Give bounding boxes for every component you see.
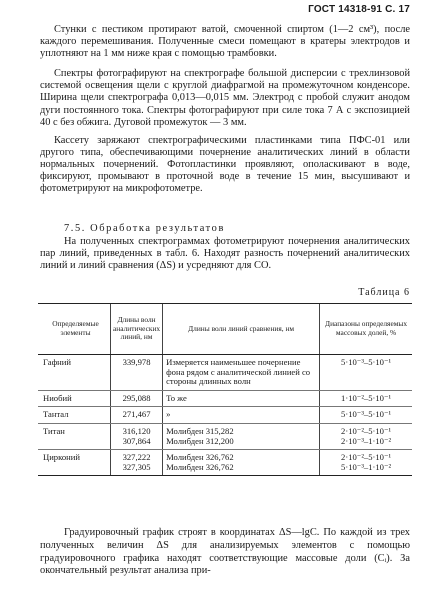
cell-element: Ниобий [38, 390, 111, 407]
cell-comparison [163, 450, 320, 476]
footer-paragraph [40, 527, 410, 578]
footer-text: Градуировочный график строят в координатах ΔS—lgC. По каждой из трех полученных величин ΔS для анализируемых элементов с помощью градуировочного графика находят соответствующие массовые доли (Cᵢ). За окончательный результат анализа при- [40, 527, 410, 577]
cell-element: Цирконий [38, 450, 111, 476]
intro-paragraphs [40, 24, 410, 195]
cell-range: 5·10⁻³–5·10⁻¹ [320, 355, 412, 391]
table-row [38, 450, 412, 476]
paragraph-2: Спектры фотографируют на спектрографе большой дисперсии с трехлинзовой системой освещения щели с круглой диафрагмой на промежуточном конденсоре. Ширина щели спектрографа 0,013—0,015 мм. Электрод с пробой служит анодом дуги постоянного тока. Спектры фотографируют при силе тока 7 А с экспозицией 40 с без обжига. Дуговой промежуток — 3 мм. [40, 68, 410, 128]
paragraph-3: Кассету заряжают спектрографическими пластинками типа ПФС-01 или другого типа, обеспечивающими почернение аналитических линий в области нормальных почернений. Фотопластинки проявляют, ополаскивают в воде, фиксируют, промывают в проточной воде в течение 15 мин, высушивают и фотометрируют на микрофотометре. [40, 134, 410, 195]
cell-range: 2·10⁻²–5·10⁻¹ 2·10⁻³–1·10⁻² [320, 423, 412, 449]
comparison-line: Молибден 326,762 [166, 452, 234, 463]
cell-element: Титан [38, 423, 111, 449]
cell-comparison: То же [163, 390, 320, 407]
comparison-line: Молибден 326,762 [166, 461, 234, 472]
cell-wavelength: 339,978 [111, 355, 163, 391]
paragraph-1: Стунки с пестиком протирают ватой, смоченной спиртом (1—2 см³), после каждого перемешивания. Полученные смеси помещают в кратеры электродов и уплотняют на 1 мм ниже края с помощью трамбовки. [40, 24, 410, 60]
table-row [38, 355, 412, 391]
wavelength-line: 327,222 [122, 452, 151, 463]
cell-wavelength [111, 423, 163, 449]
comparison-line: Молибден 315,282 [166, 425, 234, 436]
header-comparison: Длины волн линий сравнения, нм [163, 304, 320, 355]
results-table [38, 303, 412, 476]
header-wavelength: Длины волн аналитических линий, нм [111, 304, 163, 355]
wavelength-line: 307,864 [122, 435, 151, 446]
header-element: Определяемые элементы [38, 304, 111, 355]
table-header-row [38, 304, 412, 355]
section-paragraph [40, 236, 410, 272]
cell-comparison: Измеряется наименьшее почернение фона рядом с аналитической линией со стороны длинных волн [163, 355, 320, 391]
table-row [38, 390, 412, 407]
cell-range: 2·10⁻²–5·10⁻¹ 5·10⁻³–1·10⁻² [320, 450, 412, 476]
table-row [38, 423, 412, 449]
cell-range: 5·10⁻³–5·10⁻¹ [320, 407, 412, 424]
comparison-line: Молибден 312,200 [166, 435, 234, 446]
cell-element: Гафний [38, 355, 111, 391]
cell-wavelength: 271,467 [111, 407, 163, 424]
table-row [38, 407, 412, 424]
cell-range: 1·10⁻²–5·10⁻¹ [320, 390, 412, 407]
table-caption: Таблица 6 [358, 287, 410, 298]
wavelength-line: 316,120 [122, 425, 151, 436]
cell-wavelength [111, 450, 163, 476]
section-title: 7.5. Обработка результатов [64, 223, 225, 234]
cell-comparison [163, 423, 320, 449]
header-range: Диапазоны определяемых массовых долей, % [320, 304, 412, 355]
cell-element: Тантал [38, 407, 111, 424]
cell-comparison: » [163, 407, 320, 424]
page-header: ГОСТ 14318-91 С. 17 [308, 4, 410, 15]
wavelength-line: 327,305 [122, 461, 151, 472]
cell-wavelength: 295,088 [111, 390, 163, 407]
section-text: На полученных спектрограммах фотометрируют почернения аналитических пар линий, приведенных в табл. 6. Находят разность почернений аналитических линий и линий сравнения (ΔS) и усредняют для СО. [40, 236, 410, 272]
